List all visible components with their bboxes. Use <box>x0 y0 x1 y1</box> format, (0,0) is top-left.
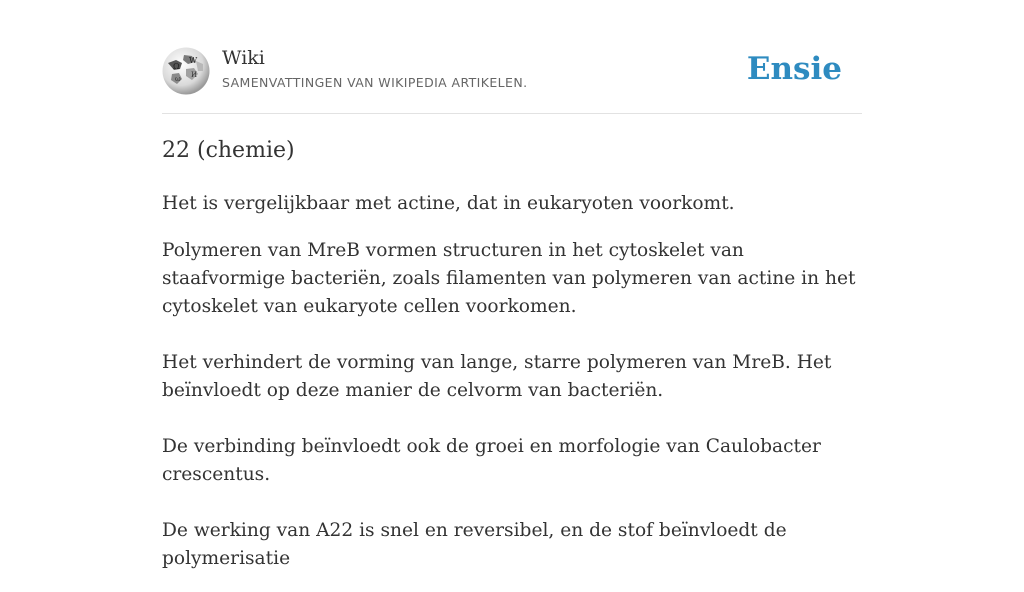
site-tagline: SAMENVATTINGEN VAN WIKIPEDIA ARTIKELEN. <box>222 75 528 90</box>
svg-text:И: И <box>191 71 198 79</box>
site-header <box>162 45 862 114</box>
paragraph: Het verhindert de vorming van lange, starre polymeren van MreB. Het beïnvloedt op deze manier de celvorm van bacteriën. <box>162 352 832 401</box>
paragraph: De werking van A22 is snel en reversibel, en de stof beïnvloedt de polymerisatie <box>162 520 787 569</box>
article-title: 22 (chemie) <box>162 138 295 163</box>
paragraph: Polymeren van MreB vormen structuren in het cytoskelet van staafvormige bacteriën, zoals filamenten van polymeren van actine in het cytoskelet van eukaryote cellen voorkomen. <box>162 240 856 317</box>
svg-text:W: W <box>189 56 198 65</box>
wikipedia-globe-icon[interactable] <box>162 47 210 95</box>
ensie-logo-link[interactable]: Ensie <box>746 51 842 87</box>
svg-text:Ω: Ω <box>173 62 180 71</box>
paragraph: De verbinding beïnvloedt ook de groei en morfologie van Caulobacter crescentus. <box>162 436 821 485</box>
paragraph: Het is vergelijkbaar met actine, dat in eukaryoten voorkomt. <box>162 193 735 214</box>
article-body <box>162 190 867 592</box>
site-name[interactable]: Wiki <box>222 47 265 69</box>
svg-text:ω: ω <box>175 75 181 83</box>
